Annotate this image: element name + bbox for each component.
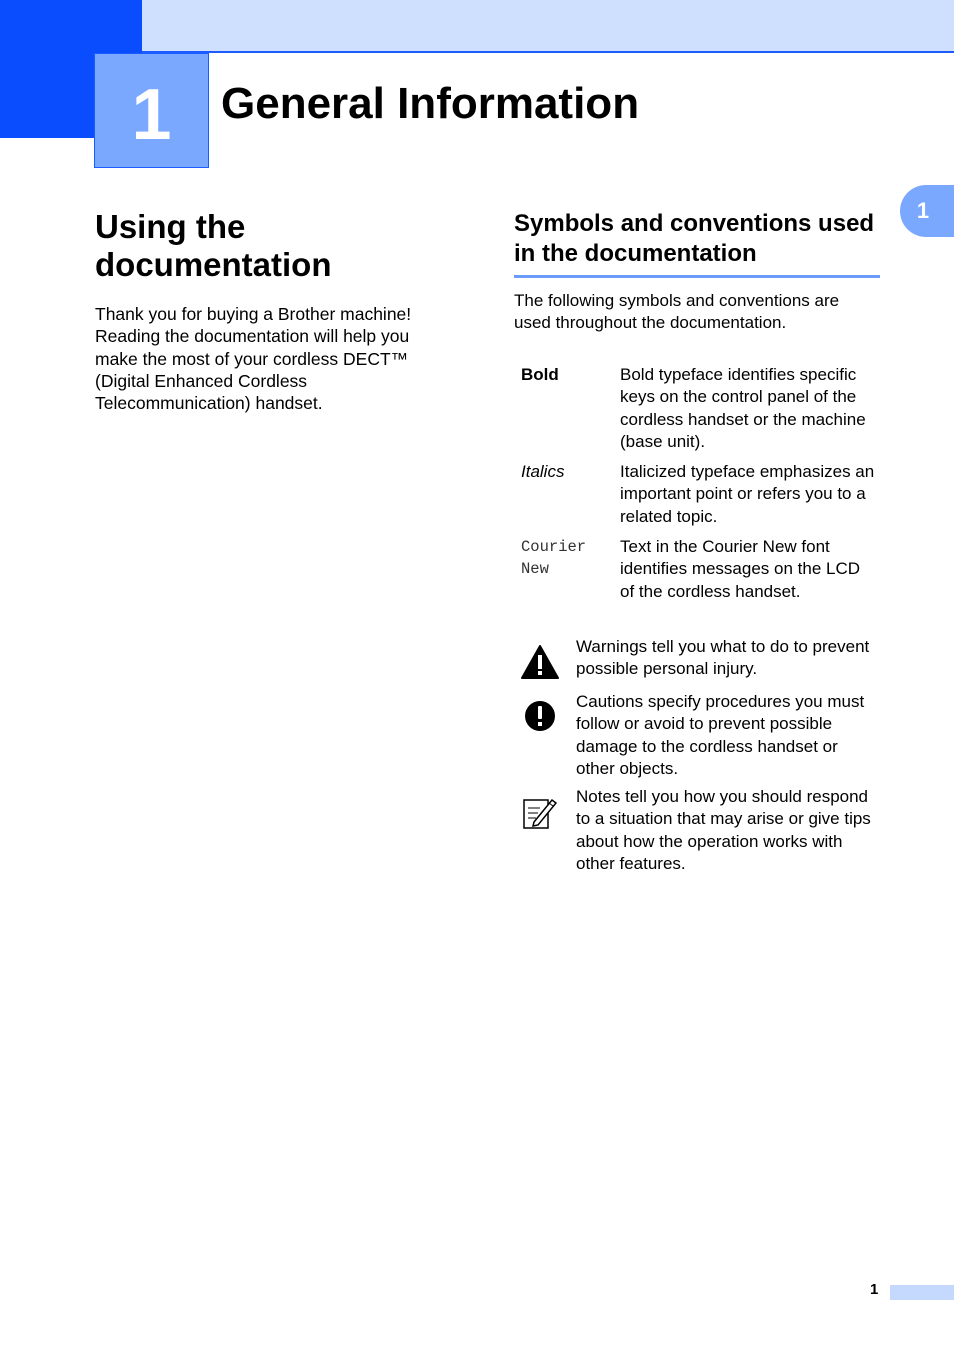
notice-row-warning: [520, 636, 880, 685]
convention-row-courier: [521, 536, 877, 603]
convention-row-bold: [521, 364, 877, 453]
symbols-intro-paragraph: The following symbols and conventions are used throughout the documentation.: [514, 291, 840, 333]
notice-row-note: [520, 786, 880, 875]
note-pencil-icon: [520, 786, 576, 875]
caution-exclamation-icon: [520, 691, 576, 780]
convention-definition: Bold typeface identifies specific keys on the control panel of the cordless handset or the machine (base unit).: [620, 365, 866, 451]
notice-symbols-list: [520, 636, 880, 881]
warning-triangle-icon: [520, 636, 576, 685]
notice-row-caution: [520, 691, 880, 780]
side-tab-number: 1: [916, 198, 930, 223]
page-number: 1: [870, 1281, 879, 1298]
chapter-number: 1: [131, 74, 172, 155]
convention-definition: Text in the Courier New font identifies messages on the LCD of the cordless handset.: [620, 537, 861, 601]
notice-text: Notes tell you how you should respond to a situation that may arise or give tips about how the operation works with other features.: [576, 787, 871, 874]
convention-definition: Italicized typeface emphasizes an important point or refers you to a related topic.: [620, 462, 875, 526]
convention-row-italics: [521, 461, 877, 528]
convention-term: Bold: [521, 365, 559, 384]
section-heading-using-documentation: Using the documentation: [95, 208, 332, 283]
conventions-table: [521, 364, 877, 611]
page-number-bar: [890, 1285, 954, 1300]
notice-text: Cautions specify procedures you must follow or avoid to prevent possible damage to the cordless handset or other objects.: [576, 692, 865, 778]
convention-term: Italics: [521, 462, 565, 482]
section-heading-symbols-conventions: Symbols and conventions used in the documentation: [514, 209, 880, 278]
convention-term: Courier New: [521, 538, 587, 579]
chapter-side-tab[interactable]: [900, 185, 954, 237]
chapter-number-box: [94, 53, 209, 168]
chapter-title: General Information: [221, 79, 640, 128]
notice-text: Warnings tell you what to do to prevent possible personal injury.: [576, 637, 870, 679]
header-rule: [142, 51, 954, 53]
intro-paragraph: Thank you for buying a Brother machine! Reading the documentation will help you make the most of your cordless DECT™ (Digital Enhanced Cordless Telecommunication) handset.: [95, 304, 412, 414]
header-band: [0, 0, 954, 52]
